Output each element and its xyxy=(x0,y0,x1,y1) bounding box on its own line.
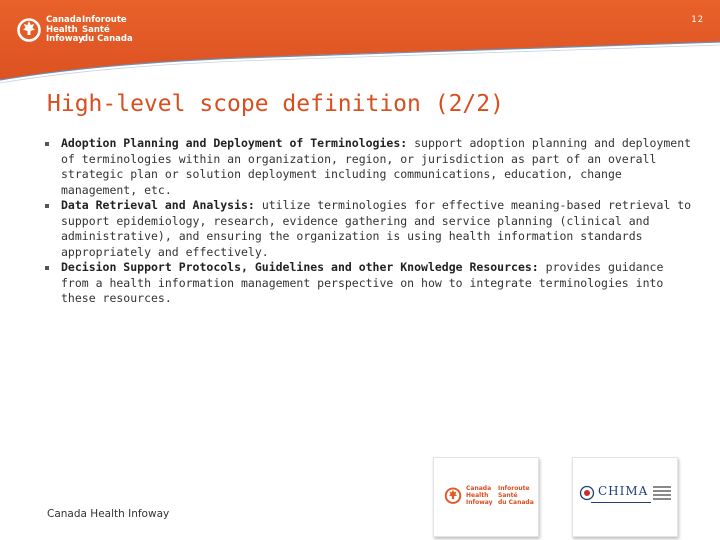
card-logo-line: Infoway xyxy=(466,499,493,506)
bullet-list xyxy=(45,136,695,307)
bullet-text: utilize terminologies for effective meaning-based retrieval to support epidemiology, research, evidence gathering and service planning (clinical and administrative), and ensuring the organization is using health information standards appropriately and effectively. xyxy=(61,198,692,259)
chima-wordmark: CHIMA xyxy=(598,484,649,498)
bullet-item xyxy=(45,198,695,260)
chima-small-print xyxy=(653,486,671,502)
header-band xyxy=(0,0,720,90)
infoway-maple-icon xyxy=(444,486,462,504)
bullet-marker xyxy=(45,204,49,208)
header-background xyxy=(0,0,720,90)
page-number: 12 xyxy=(691,15,704,25)
bullet-marker xyxy=(45,142,49,146)
logo-text-french xyxy=(82,16,133,45)
slide-title: High-level scope definition (2/2) xyxy=(47,91,504,117)
logo-line: Health xyxy=(46,24,78,35)
card-logo-text-french xyxy=(498,485,534,506)
bullet-item xyxy=(45,260,695,307)
footer-org-name: Canada Health Infoway xyxy=(47,508,170,520)
bullet-marker xyxy=(45,266,49,270)
card-logo-line: Santé xyxy=(498,492,518,499)
bullet-heading: Decision Support Protocols, Guidelines and other Knowledge Resources: xyxy=(61,260,539,274)
logo-text-english xyxy=(46,16,84,45)
card-logo-line: Health xyxy=(466,492,489,499)
logo-line: Infoway xyxy=(46,34,84,44)
bullet-text: support adoption planning and deployment of terminologies within an organization, region, or jurisdiction as part of an overall strategic plan or solution deployment including communications, education, change management, etc. xyxy=(61,136,692,197)
chima-rule xyxy=(591,502,651,503)
card-logo-line: du Canada xyxy=(498,499,534,506)
card-logo-text-english xyxy=(466,485,493,506)
bullet-heading: Adoption Planning and Deployment of Terminologies: xyxy=(61,136,408,150)
infoway-maple-icon xyxy=(16,16,42,42)
logo-line: Inforoute xyxy=(82,15,127,25)
card-logo-line: Inforoute xyxy=(498,485,530,492)
chima-emblem-icon xyxy=(579,485,595,501)
bullet-heading: Data Retrieval and Analysis: xyxy=(61,198,255,212)
bullet-item xyxy=(45,136,695,198)
card-logo-line: Canada xyxy=(466,485,492,492)
chima-logo-card xyxy=(572,457,678,537)
infoway-logo-card xyxy=(433,457,539,537)
logo-line: du Canada xyxy=(82,34,133,44)
logo-line: Santé xyxy=(82,24,110,35)
logo-line: Canada xyxy=(46,15,82,25)
bullet-text: provides guidance from a health information management perspective on how to integrate terminologies into these resources. xyxy=(61,260,664,305)
